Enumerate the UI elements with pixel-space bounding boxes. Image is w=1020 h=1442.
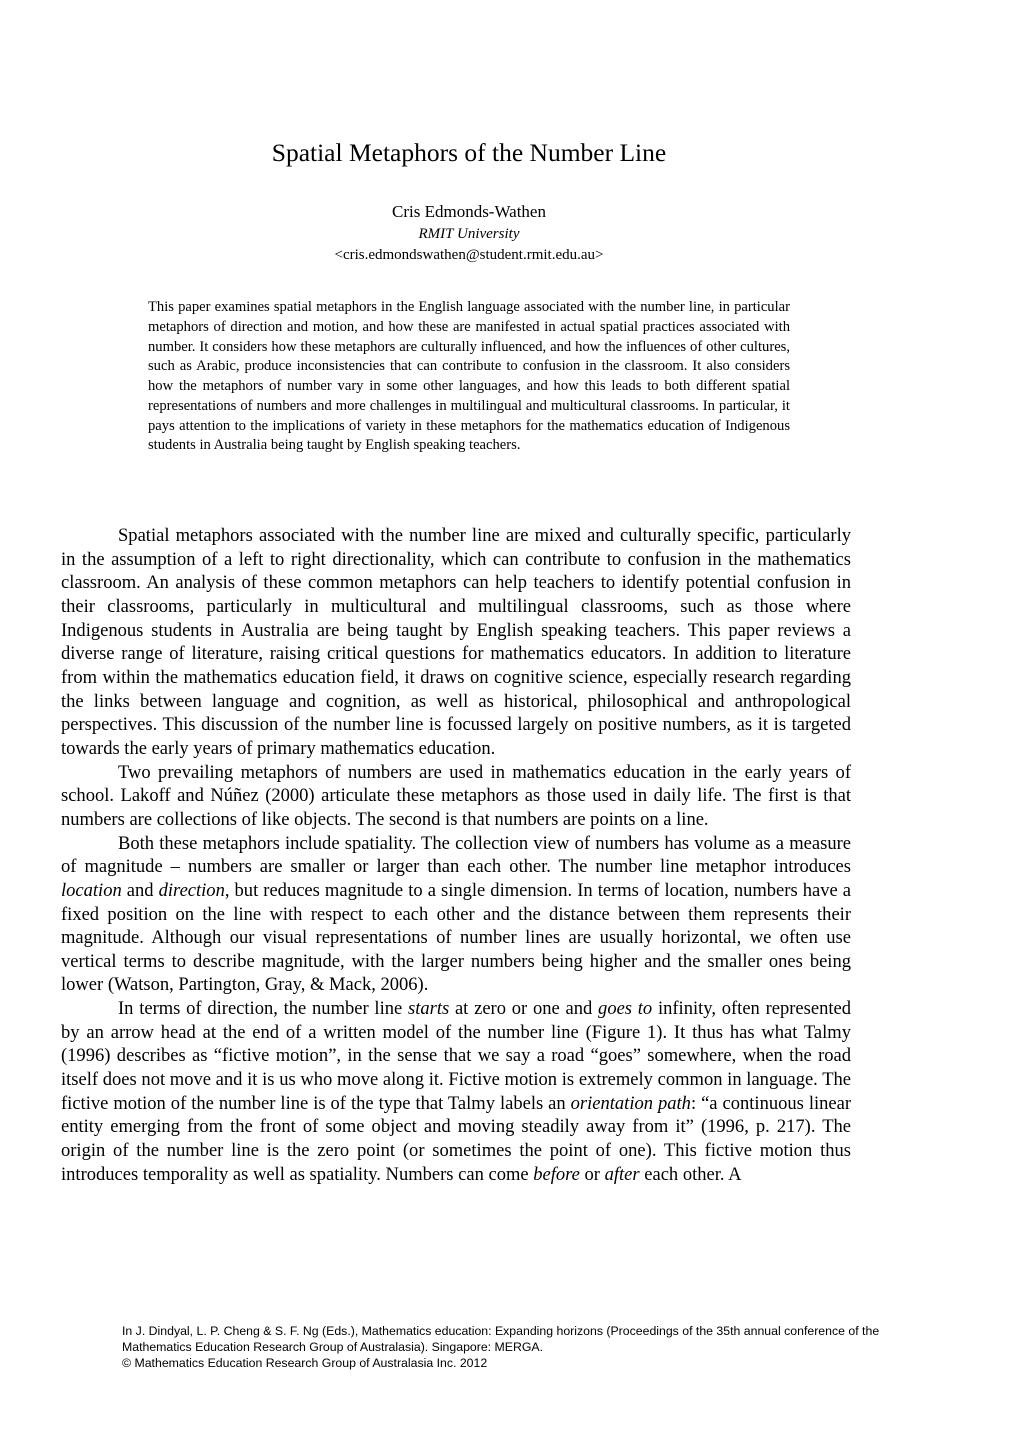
text: Two prevailing metaphors of numbers are used in mathematics education in the early years of school. Lakoff and Núñez (2000) articulate these metaphors as those used in daily life. The first is that numbers are collections of like objects. The second is that numbers are points on a line. [61, 761, 851, 830]
body-text [61, 524, 851, 1186]
text: , but reduces magnitude to a single dimension. In terms of location, numbers have a fixed position on the line with respect to each other and the distance between them represents their magnitude. Although our visual representations of number lines are usually horizontal, we often use vertical terms to describe magnitude, with the larger numbers being higher and the smaller ones being lower (Watson, Partington, Gray, & Mack, 2006). [61, 879, 851, 996]
author-name: Cris Edmonds-Wathen [392, 202, 546, 221]
author-affiliation: RMIT University [418, 226, 520, 242]
paper-title: Spatial Metaphors of the Number Line [271, 138, 667, 167]
emphasis: starts [407, 998, 450, 1020]
text: Spatial metaphors associated with the number line are mixed and culturally specific, particularly in the assumption of a left to right directionality, which can contribute to confusion in the mathematics classroom. An analysis of these common metaphors can help teachers to identify potential confusion in their classrooms, particularly in multicultural and multilingual classrooms, such as those where Indigenous students in Australia are being taught by English speaking teachers. This paper reviews a diverse range of literature, raising critical questions for mathematics educators. In addition to literature from within the mathematics education field, it draws on cognitive science, especially research regarding the links between language and cognition, as well as historical, philosophical and anthropological perspectives. This discussion of the number line is focussed largely on positive numbers, as it is targeted towards the early years of primary mathematics education. [61, 525, 851, 759]
footer-proceedings: In J. Dindyal, L. P. Cheng & S. F. Ng (Eds.), Mathematics education: Expanding horizons (Proceedings of the 35th annual conference of the Mathematics Education Research Group of Australasia). Singapore: MERGA. [122, 1324, 880, 1354]
abstract: This paper examines spatial metaphors in the English language associated with the number line, in particular metaphors of direction and motion, and how these are manifested in actual spatial practices associated with number. It considers how these metaphors are culturally influenced, and how the influences of other cultures, such as Arabic, produce inconsistencies that can contribute to confusion in the classroom. It also considers how the metaphors of number vary in some other languages, and how this leads to both different spatial representations of numbers and more challenges in multilingual and multicultural classrooms. In particular, it pays attention to the implications of variety in these metaphors for the mathematics education of Indigenous students in Australia being taught by English speaking teachers. [148, 299, 790, 454]
emphasis: goes to [598, 998, 653, 1020]
paragraph-1 [61, 524, 851, 761]
text: : “a continuous linear entity emerging from the front of some object and moving steadily away from it” (1996, p. 217). The origin of the number line is the zero point (or sometimes the point of one). This fictive motion thus introduces temporality as well as spatiality. Numbers can come [61, 1092, 852, 1185]
footer-citation [122, 1323, 882, 1371]
emphasis: orientation path [570, 1092, 691, 1114]
emphasis: after [604, 1163, 640, 1185]
text: infinity, often represented by an arrow head at the end of a written model of the number line (Figure 1). It thus has what Talmy (1996) describes as “fictive motion”, in the sense that we say a road “goes” somewhere, when the road itself does not move and it is us who move along it. Fictive motion is extremely common in language. The fictive motion of the number line is of the type that Talmy labels an [61, 998, 851, 1114]
footer-copyright: © Mathematics Education Research Group of Australasia Inc. 2012 [122, 1356, 488, 1370]
text: Both these metaphors include spatiality. The collection view of numbers has volume as a measure of magnitude – numbers are smaller or larger than each other. The number line metaphor introduces [61, 832, 851, 878]
paragraph-2 [61, 761, 851, 832]
emphasis: direction [158, 879, 225, 901]
text: and [121, 879, 159, 901]
text: or [579, 1163, 605, 1185]
text: each other. A [639, 1163, 742, 1185]
emphasis: before [533, 1163, 580, 1185]
paragraph-3 [61, 832, 851, 998]
paragraph-4 [61, 997, 851, 1186]
emphasis: location [61, 879, 122, 901]
text: In terms of direction, the number line [118, 998, 408, 1020]
text: at zero or one and [449, 998, 599, 1020]
author-email: <cris.edmondswathen@student.rmit.edu.au> [334, 247, 604, 263]
